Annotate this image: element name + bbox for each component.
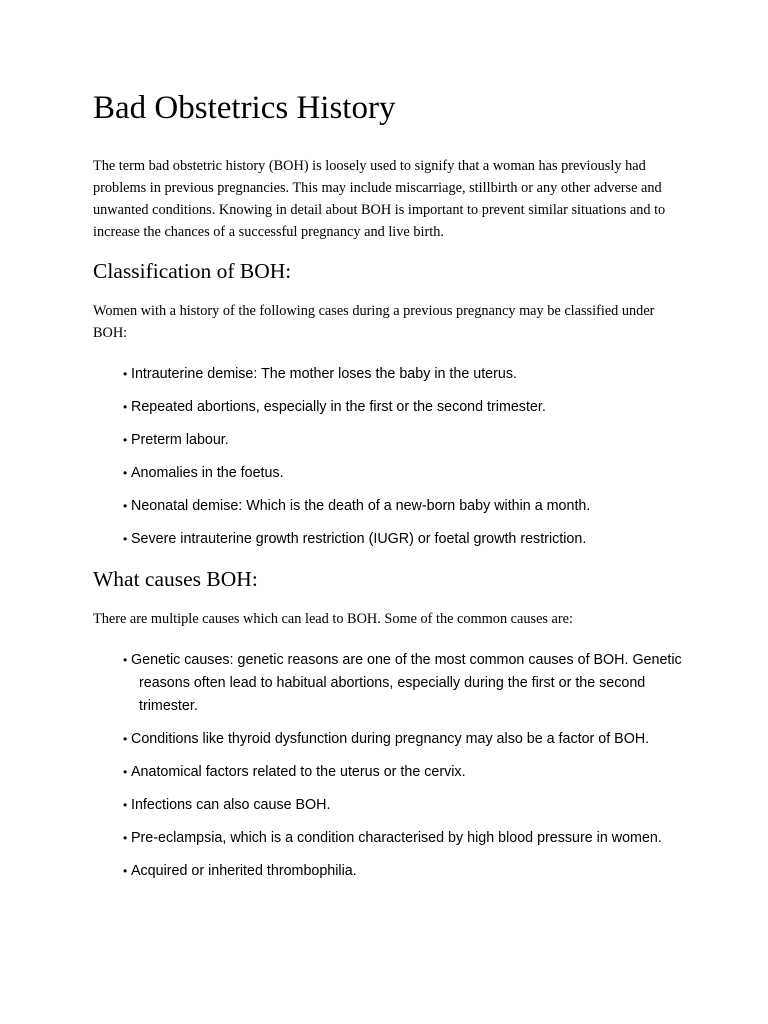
bullet-icon: • bbox=[123, 466, 128, 480]
list-item: • Anatomical factors related to the uterus or the cervix. bbox=[123, 761, 683, 784]
bullet-icon: • bbox=[123, 798, 128, 812]
list-item: • Severe intrauterine growth restriction (IUGR) or foetal growth restriction. bbox=[123, 528, 683, 551]
bullet-icon: • bbox=[123, 532, 128, 546]
bullet-icon: • bbox=[123, 400, 128, 414]
causes-heading: What causes BOH: bbox=[93, 567, 258, 591]
list-item: • Conditions like thyroid dysfunction during pregnancy may also be a factor of BOH. bbox=[123, 728, 683, 751]
list-item: • Intrauterine demise: The mother loses the baby in the uterus. bbox=[123, 363, 683, 386]
bullet-icon: • bbox=[123, 433, 128, 447]
bullet-icon: • bbox=[123, 367, 128, 381]
bullet-icon: • bbox=[123, 864, 128, 878]
list-item: • Acquired or inherited thrombophilia. bbox=[123, 860, 683, 883]
classification-lead: Women with a history of the following cases during a previous pregnancy may be classified under BOH: bbox=[93, 303, 655, 341]
bullet-icon: • bbox=[123, 653, 128, 667]
classification-list bbox=[123, 363, 683, 561]
bullet-icon: • bbox=[123, 732, 128, 746]
list-item: • Anomalies in the foetus. bbox=[123, 462, 683, 485]
page-title: Bad Obstetrics History bbox=[93, 90, 396, 126]
list-item: • Neonatal demise: Which is the death of a new-born baby within a month. bbox=[123, 495, 683, 518]
list-item: • Genetic causes: genetic reasons are one of the most common causes of BOH. Genetic reasons often lead to habitual abortions, especially during the first or the second trimester. bbox=[123, 649, 683, 718]
list-item: • Preterm labour. bbox=[123, 429, 683, 452]
classification-heading: Classification of BOH: bbox=[93, 259, 292, 283]
bullet-icon: • bbox=[123, 765, 128, 779]
intro-paragraph: The term bad obstetric history (BOH) is loosely used to signify that a woman has previously had problems in previous pregnancies. This may include miscarriage, stillbirth or any other adverse and unwanted conditions. Knowing in detail about BOH is important to prevent similar situations and to increase the chances of a successful pregnancy and live birth. bbox=[93, 158, 666, 240]
bullet-icon: • bbox=[123, 831, 128, 845]
list-item: • Repeated abortions, especially in the first or the second trimester. bbox=[123, 396, 683, 419]
bullet-icon: • bbox=[123, 499, 128, 513]
causes-list bbox=[123, 649, 683, 893]
list-item: • Pre-eclampsia, which is a condition characterised by high blood pressure in women. bbox=[123, 827, 683, 850]
list-item: • Infections can also cause BOH. bbox=[123, 794, 683, 817]
causes-lead: There are multiple causes which can lead to BOH. Some of the common causes are: bbox=[93, 611, 573, 627]
